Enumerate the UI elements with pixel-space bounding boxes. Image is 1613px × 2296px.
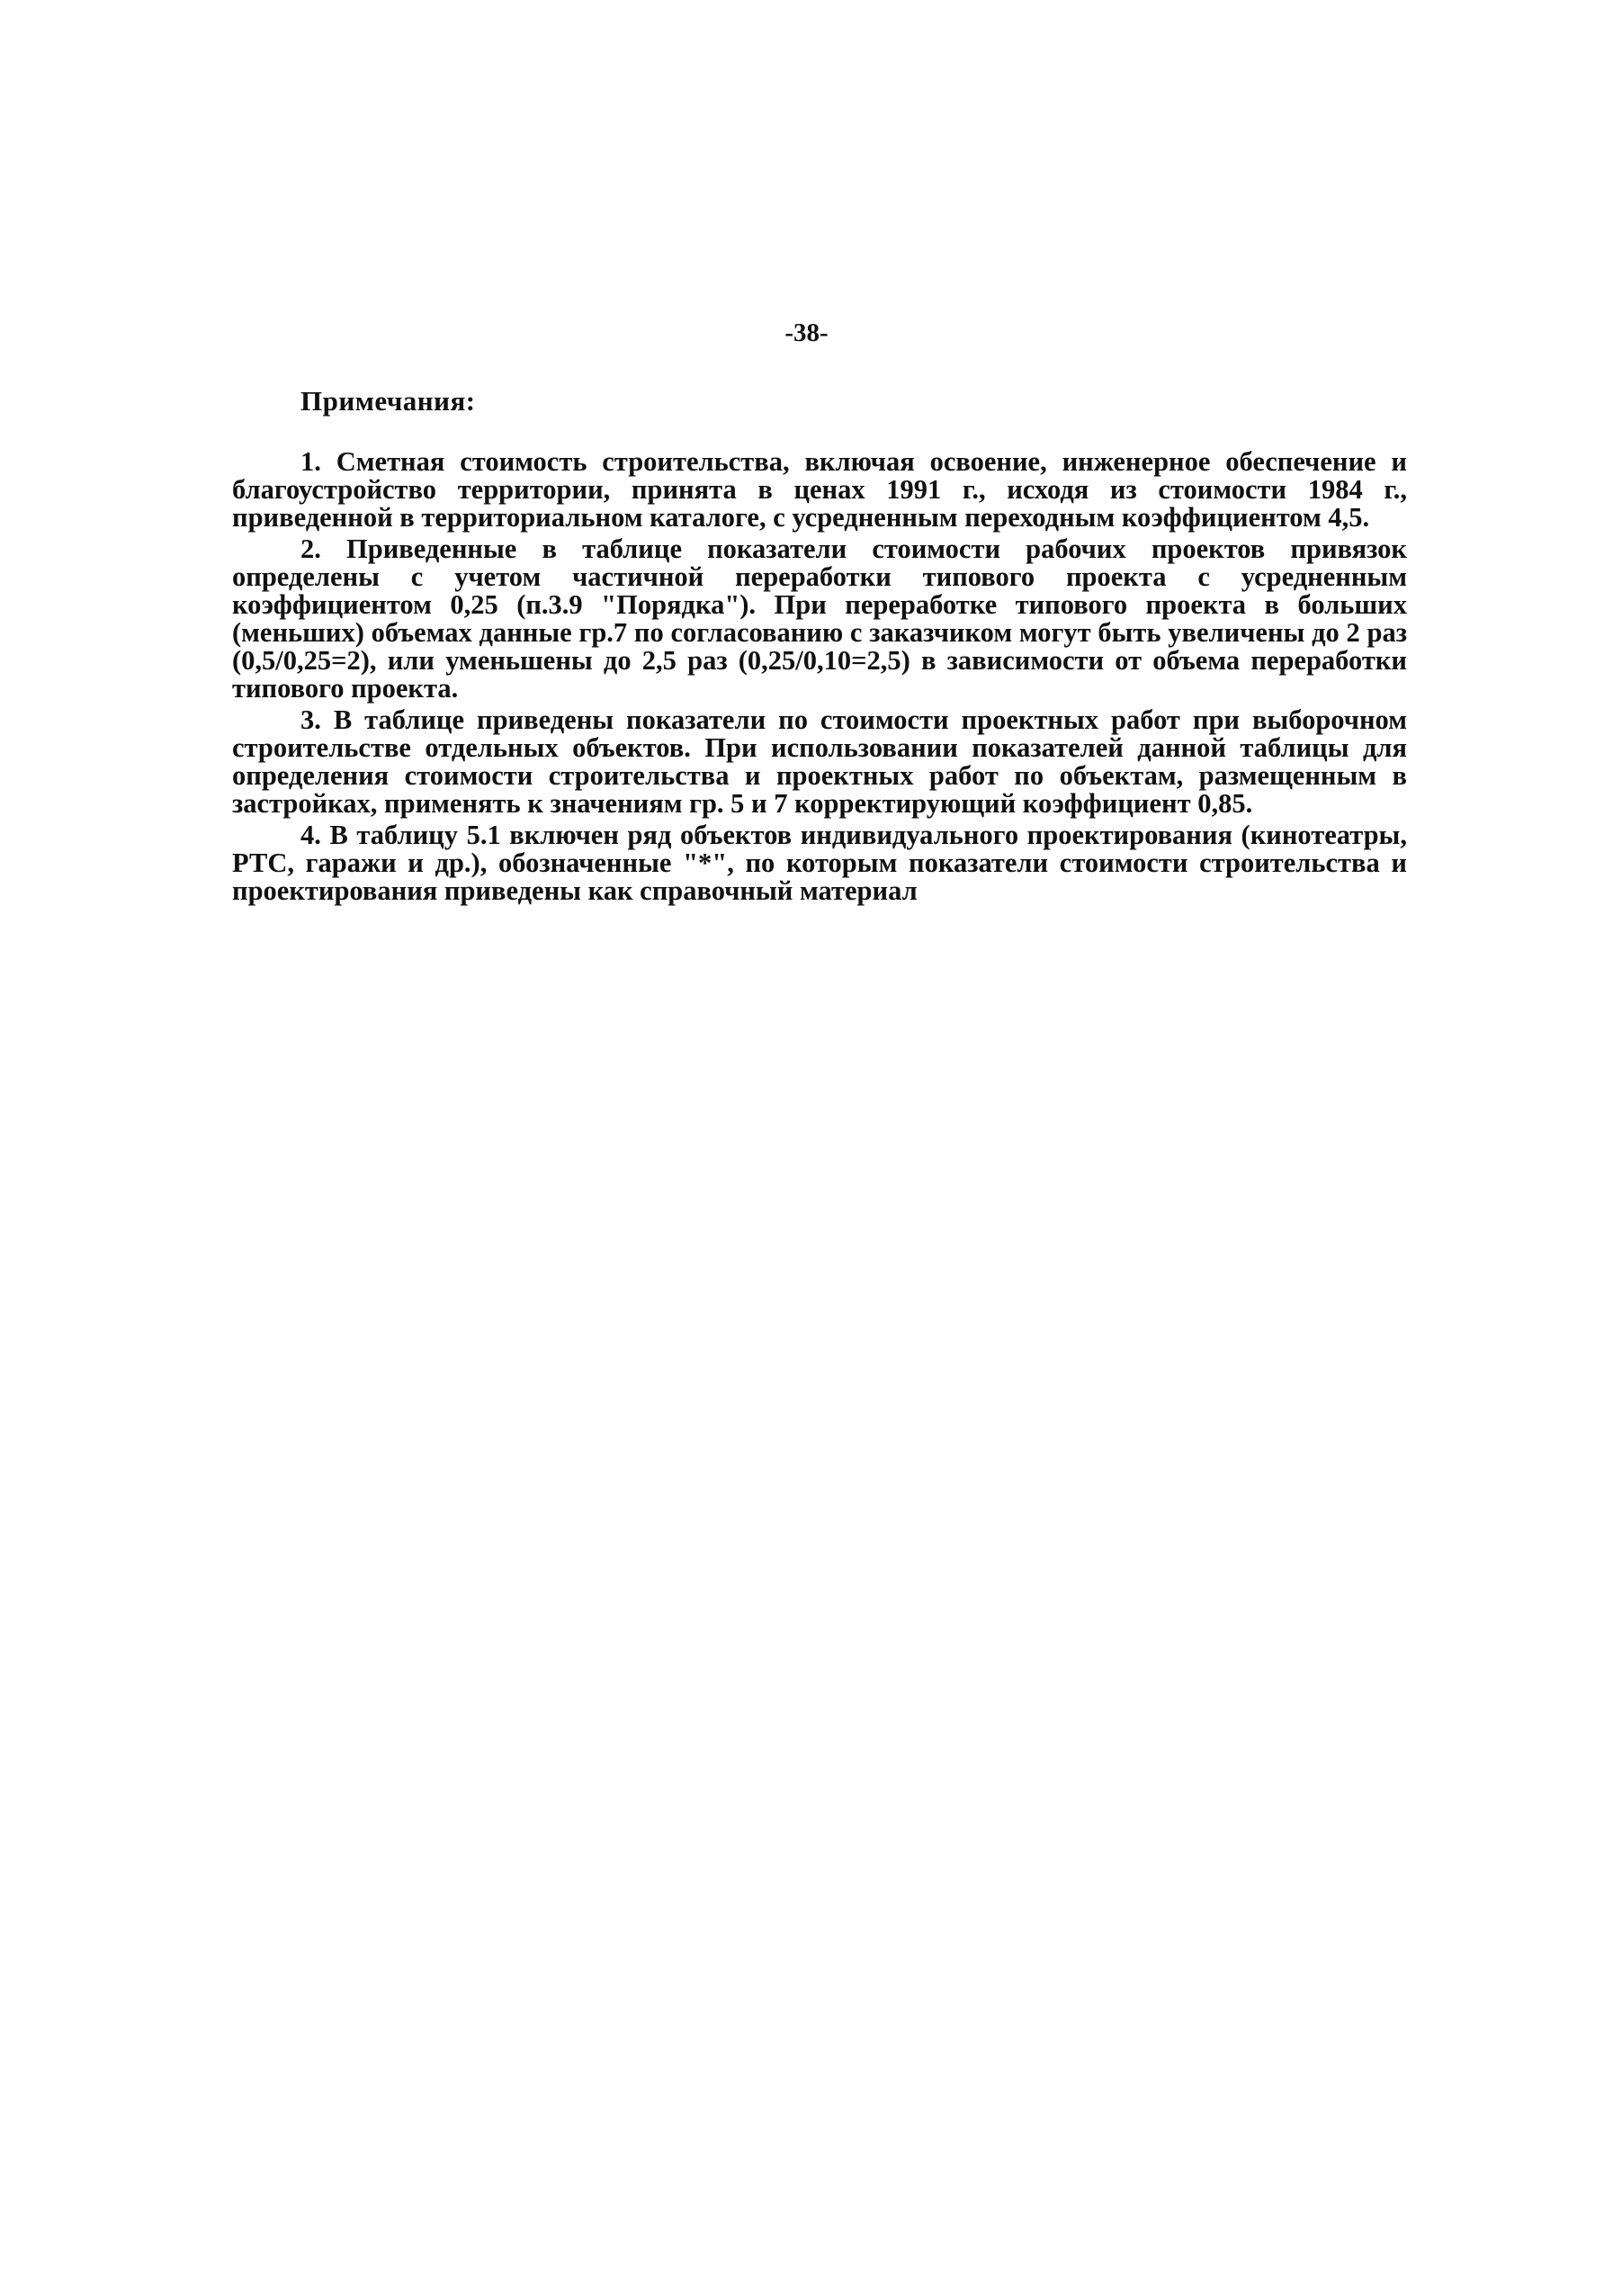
note-3: 3. В таблице приведены показатели по стоимости проектных работ при выборочном строительстве отдельных объектов. При использовании показателей данной таблицы для определения стоимости строительства и проектных работ по объектам, размещенным в застройках, применять к значениям гр. 5 и 7 корректирующий коэффициент 0,85.: [232, 704, 1407, 819]
page-number: -38-: [784, 318, 829, 347]
note-1: 1. Сметная стоимость строительства, включая освоение, инженерное обеспечение и благоустройство территории, принята в ценах 1991 г., исходя из стоимости 1984 г., приведенной в территориальном каталоге, с усредненным переходным коэффициентом 4,5.: [232, 446, 1407, 533]
note-4: 4. В таблицу 5.1 включен ряд объектов индивидуального проектирования (кинотеатры, РТС, гаражи и др.), обозначенные "*", по которым показатели стоимости строительства и проектирования приведены как справочный материал: [232, 820, 1407, 906]
note-2: 2. Приведенные в таблице показатели стоимости рабочих проектов привязок определены с учетом частичной переработки типового проекта с усредненным коэффициентом 0,25 (п.3.9 "Порядка"). При переработке типового проекта в больших (меньших) объемах данные гр.7 по согласованию с заказчиком могут быть увеличены до 2 раз (0,5/0,25=2), или уменьшены до 2,5 раз (0,25/0,10=2,5) в зависимости от объема переработки типового проекта.: [232, 534, 1407, 704]
notes-list: [232, 448, 1407, 909]
notes-heading: Примечания:: [300, 385, 476, 417]
